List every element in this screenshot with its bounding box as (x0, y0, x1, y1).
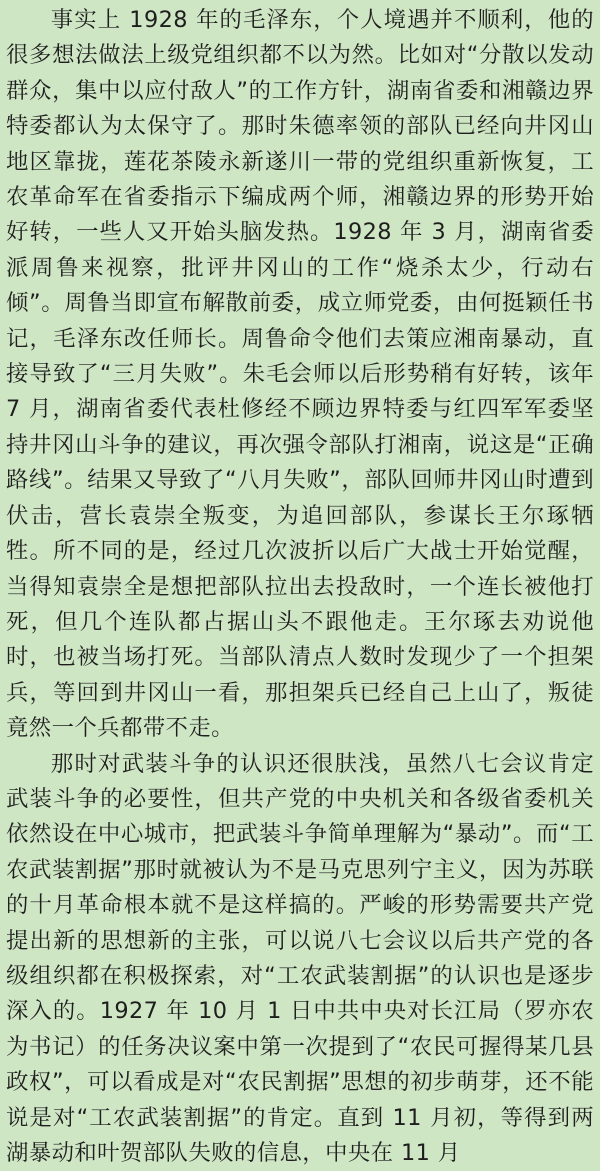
paragraph-2: 那时对武装斗争的认识还很肤浅，虽然八七会议肯定武装斗争的必要性，但共产党的中央机关和各级省委机关依然设在中心城市，把武装斗争简单理解为“暴动”。而“工农武装割据”那时就被认为不是马克思列宁主义，因为苏联的十月革命根本就不是这样搞的。严峻的形势需要共产党提出新的思想新的主张，可以说八七会议以后共产党的各级组织都在积极探索，对“工农武装割据”的认识也是逐步深入的。1927 年 10 月 1 日中共中央对长江局（罗亦农为书记）的任务决议案中第一次提到了“农民可握得某几县政权”，可以看成是对“农民割据”思想的初步萌芽，还不能说是对“工农武装割据”的肯定。直到 11 月初，等得到两湖暴动和叶贺部队失败的信息，中央在 11 月 (6, 750, 594, 1166)
paragraph-1: 事实上 1928 年的毛泽东，个人境遇并不顺利，他的很多想法做法上级党组织都不以为然。比如对“分散以发动群众，集中以应付敌人”的工作方针，湖南省委和湘赣边界特委都认为太保守了。那时朱德率领的部队已经向井冈山地区靠拢，莲花茶陵永新遂川一带的党组织重新恢复，工农革命军在省委指示下编成两个师，湘赣边界的形势开始好转，一些人又开始头脑发热。1928 年 3 月，湖南省委派周鲁来视察，批评井冈山的工作“烧杀太少，行动右倾”。周鲁当即宣布解散前委，成立师党委，由何挺颖任书记，毛泽东改任师长。周鲁命令他们去策应湘南暴动，直接导致了“三月失败”。朱毛会师以后形势稍有好转，该年 7 月，湖南省委代表杜修经不顾边界特委与红四军军委坚持井冈山斗争的建议，再次强令部队打湘南，说这是“正确路线”。结果又导致了“八月失败”，部队回师井冈山时遭到伏击，营长袁崇全叛变，为追回部队，参谋长王尔琢牺牲。所不同的是，经过几次波折以后广大战士开始觉醒，当得知袁崇全是想把部队拉出去投敌时，一个连长被他打死，但几个连队都占据山头不跟他走。王尔琢去劝说他时，也被当场打死。当部队清点人数时发现少了一个担架兵，等回到井冈山一看，那担架兵已经自己上山了，叛徒竟然一个兵都带不走。 (6, 7, 594, 742)
